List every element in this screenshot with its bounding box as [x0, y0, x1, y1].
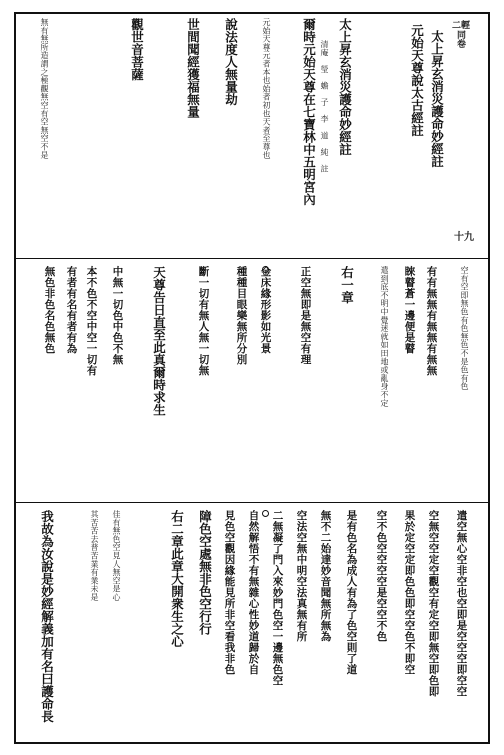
text-column: 中無一切色中色不無 — [111, 266, 124, 365]
text-column: 元始天尊元者本也始者初也天者至尊也 — [262, 18, 271, 160]
text-column: 自然解悟不有無雜心性妙道歸於自 — [247, 510, 260, 675]
text-column: 我故為汝說是妙經解義加有名曰護命長 — [39, 510, 55, 723]
text-column: 果於定空定即色色即空空色不即空 — [403, 510, 416, 675]
text-column: 天尊告日直至此真爾時求生 — [151, 266, 167, 416]
text-column: 種種目眼樂無所分別 — [235, 266, 248, 365]
text-column: 清庵 瑩 蟾 子 李 道 純 註 — [320, 40, 329, 173]
text-column: 世間聞經獲福無量 — [185, 18, 201, 118]
text-column: 正空無即是無空有理 — [299, 266, 312, 365]
text-column: 遣空無心空非空也空即是空空空即空空 — [455, 510, 468, 697]
text-column: 斷一切有無人無一切無 — [197, 266, 210, 376]
text-column: 右一章 — [339, 266, 355, 304]
text-column: 右二章此章大開衆生之心 — [169, 510, 185, 648]
band-divider-2 — [14, 502, 490, 503]
text-column: 有者有名有者有為 — [65, 266, 78, 354]
text-column: 爾時元始天尊在七寶林中五明宮內 — [301, 18, 317, 206]
text-column: 遣到底不明中覺迷就如田地或亂身不定 — [380, 266, 389, 408]
text-column: 說法度人無量劫 — [223, 18, 239, 106]
text-column: 是有色名為成人有為了色空則了道 — [345, 510, 358, 675]
text-column: 空有空即無色有色無色不是色有色 — [460, 266, 469, 391]
text-column: 佳有無色空見人無空是心 — [112, 510, 121, 602]
section-marker-circle — [262, 510, 269, 517]
band-divider-1 — [14, 258, 490, 259]
text-column: 觀世音菩薩 — [129, 18, 145, 81]
text-column: 有有無無有無無有無無 — [425, 266, 438, 376]
text-column: 無色非色名色無色 — [43, 266, 56, 354]
volume-label: 二輕 — [452, 21, 471, 31]
folio-number: 十九 — [454, 232, 474, 243]
text-column: 睞瞽蒼一邊便是瞽 — [403, 266, 416, 354]
text-column: 元始天尊說太古經註 — [409, 24, 425, 137]
text-column: 空無空空定空觀空有定空即無空即色即 — [427, 510, 440, 697]
volume-sub: 同卷 — [455, 30, 465, 48]
text-column: 太上昇玄消災護命妙經註 — [429, 30, 445, 168]
text-column: 無有無所造謂之極觀無空有空無空不是 — [40, 18, 49, 160]
text-column: 空不色空空空空是空空不色 — [375, 510, 388, 642]
text-column: 本不色不空中空一切有 — [85, 266, 98, 376]
text-column: 金床緣形影如光景 — [259, 266, 272, 354]
text-column: 二無凝了門入來妙門色空一邊無色空 — [271, 510, 284, 686]
text-column: 見色空觀因緣能見所非空看我非色 — [223, 510, 236, 675]
text-column: 無不二始達妙音聞無所無為 — [319, 510, 332, 642]
text-column: 其苦苦去普苦業有業未是 — [90, 510, 99, 602]
text-column: 空法空無中明空法真無有所 — [295, 510, 308, 642]
text-column: 障色空處無非色空行行 — [197, 510, 213, 635]
text-column: 太上昇玄消災護命妙經註 — [337, 18, 353, 156]
